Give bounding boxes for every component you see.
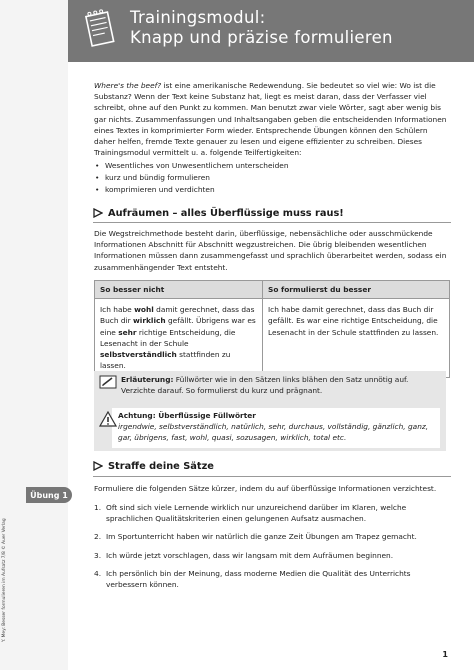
bad-example-cell [95,299,263,378]
triangle-right-icon [93,461,103,471]
copyright-line: © Auer Verlag [2,518,7,550]
table-header-good: So formulierst du besser [263,281,450,299]
item-text: Oft sind sich viele Lernende wirklich nur unzureichend darüber im Klaren, welche sprachlichen Qualitätskriterien einen gelungenen Aufsatz ausmachen. [106,503,407,524]
section-heading-text: Aufräumen – alles Überflüssige muss raus! [108,207,344,219]
filler-word: wohl [134,305,154,315]
list-spacer [94,524,450,531]
section-divider [93,222,451,223]
filler-word: wirklich [132,316,166,326]
exercise-tab: Übung 1 [26,487,72,503]
list-item: • komprimieren und verdichten [94,184,450,196]
item-number: 4. [94,568,102,578]
table-header-row [95,281,450,299]
cell-text: richtige Entscheidung, die Lesenacht in der Schule [100,327,236,348]
item-text: Ich würde jetzt vorschlagen, dass wir langsam mit dem Aufräumen beginnen. [106,550,394,560]
intro-lead: Where's the beef? [94,81,162,90]
page-number: 1 [442,650,448,659]
warning-icon [99,411,117,427]
triangle-right-icon [93,208,103,218]
comparison-table [94,280,450,378]
table-header-bad: So besser nicht [95,281,263,299]
item-text: Im Sportunterricht haben wir natürlich die ganze Zeit Übungen am Trapez gemacht. [106,532,417,542]
filler-word: sehr [118,327,137,337]
filler-words-heading: Achtung: Überflüssige Füllwörter [118,411,256,420]
intro-section [94,80,450,196]
list-item [94,531,450,542]
filler-word: selbstverständlich [100,350,177,360]
list-item: • Wesentliches von Unwesentlichem unterscheiden [94,160,450,172]
page-title-line1: Trainingsmodul: [130,8,266,27]
item-number: 2. [94,532,102,542]
list-item [94,502,450,524]
cell-text: damit gerechnet, dass das Buch dir [100,305,255,326]
explanation-text [121,374,443,396]
skills-list [94,160,450,196]
table-row [95,299,450,378]
left-margin-band [0,0,68,670]
section-heading-straffe [93,459,214,473]
item-text: Ich persönlich bin der Meinung, dass moderne Medien die Qualität des Unterrichts verbessern können. [106,568,411,590]
copyright-notice [2,518,14,642]
exercise-list [94,502,450,590]
cell-text: gefällt. Übrigens war es eine [100,316,256,337]
good-example-cell: Ich habe damit gerechnet, dass das Buch dir gefällt. Es war eine richtige Entscheidung, die Lesenacht in der Schule stattfinden zu lassen. [263,299,450,378]
copyright-text [2,518,7,642]
explanation-label: Erläuterung: [121,375,174,384]
section-divider [93,476,451,477]
page-title-line2: Knapp und präzise formulieren [130,28,393,47]
intro-text: ist eine amerikanische Redewendung. Sie bedeutet so viel wie: Wo ist die Substanz? Wenn der Text keine Substanz hat, liegt es meist daran, dass der Verfasser viel schreibt, ohne auf den Punkt zu kommen. Man benutzt zwar viele Wörter, sagt aber wenig bis gar nichts. Zusammenfassungen und Inhaltsangaben geben die entscheidenden Informationen eines Textes in komprimierter Form wieder. Entsprechende Übungen können den Schülern daher helfen, fremde Texte genauer zu lesen und eigene effizienter zu schreiben. Dieses Trainingsmodul vermittelt u. a. folgende Teilfertigkeiten: [94,81,447,158]
copyright-line: Y. Mey: Besser formulieren im Aufsatz 7/8 [2,551,7,642]
section-heading-text: Straffe deine Sätze [108,460,214,472]
item-number: 1. [94,503,102,512]
intro-paragraph [94,80,450,158]
section-heading-aufraeumen [93,206,344,220]
method-paragraph: Die Wegstreichmethode besteht darin, überflüssige, nebensächliche oder ausschmückende Informationen Abschnitt für Abschnitt wegzustreichen. Die übrig bleibenden wesentlichen Informationen müssen dann zusammengefasst und sprachlich überarbeitet werden, sodass ein zusammenhängender Text entsteht. [94,229,447,272]
page-title [130,8,393,48]
cell-text: stattfinden zu lassen. [100,350,231,371]
list-item: • kurz und bündig formulieren [94,172,450,184]
explanation-body: Füllwörter wie in den Sätzen links blähen den Satz unnötig auf. Verzichte darauf. So formulierst du kurz und prägnant. [121,375,409,395]
list-spacer [94,561,450,568]
notepad-icon [82,6,118,52]
list-spacer [94,543,450,550]
pencil-note-icon [99,374,117,390]
item-number: 3. [94,550,102,560]
cell-text: Ich habe [100,305,135,315]
exercise-instruction: Formuliere die folgenden Sätze kürzer, indem du auf überflüssige Informationen verzichtest. [94,484,437,493]
list-item [94,550,450,561]
list-item [94,568,450,590]
filler-words-list: irgendwie, selbstverständlich, natürlich, sehr, durchaus, vollständig, gänzlich, ganz, gar, übrigens, fast, wohl, quasi, sozusagen, wirklich, total etc. [118,422,429,442]
